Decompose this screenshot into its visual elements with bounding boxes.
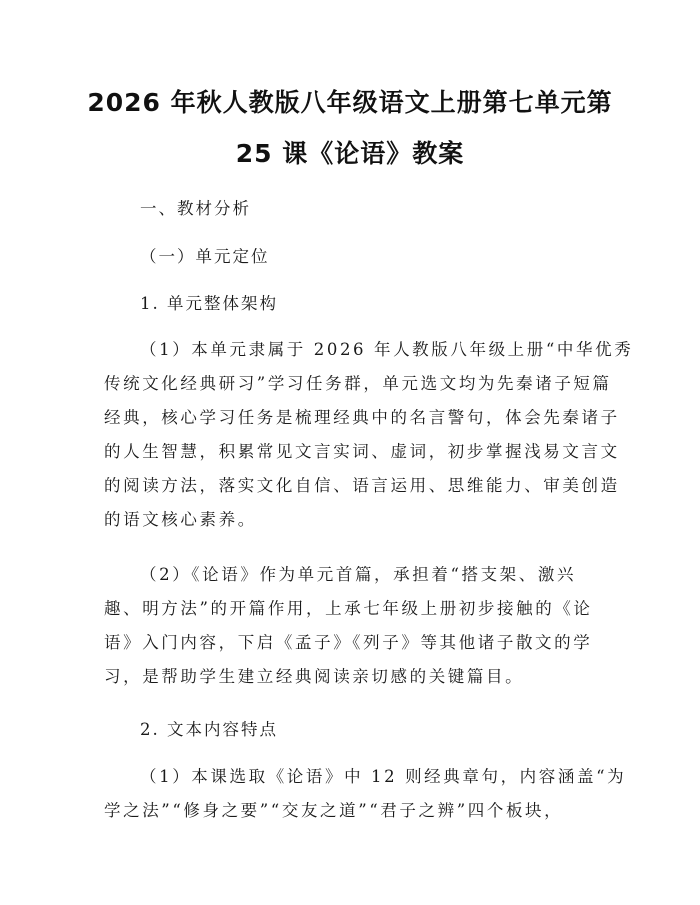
- section-heading-1: 一、教材分析: [140, 199, 251, 218]
- document-title-line-2: 25 课《论语》教案: [235, 139, 465, 168]
- paragraph-3-line-1: （1）本课选取《论语》中 12 则经典章句，内容涵盖“为: [140, 767, 627, 786]
- document-title-line-1: 2026 年秋人教版八年级语文上册第七单元第: [87, 88, 613, 117]
- paragraph-2-line-3: 语》入门内容，下启《孟子》《列子》等其他诸子散文的学: [104, 633, 593, 652]
- paragraph-1-line-3: 经典，核心学习任务是梳理经典中的名言警句，体会先秦诸子: [104, 408, 620, 427]
- section-heading-2: （一）单元定位: [140, 247, 270, 266]
- paragraph-2-line-2: 趣、明方法”的开篇作用，上承七年级上册初步接触的《论: [104, 599, 593, 618]
- paragraph-2-line-4: 习，是帮助学生建立经典阅读亲切感的关键篇目。: [104, 667, 525, 686]
- paragraph-1-line-4: 的人生智慧，积累常见文言实词、虚词，初步掌握浅易文言文: [104, 442, 620, 461]
- section-heading-4: 2. 文本内容特点: [140, 720, 278, 739]
- paragraph-1-line-6: 的语文核心素养。: [104, 510, 257, 529]
- paragraph-1-line-5: 的阅读方法，落实文化自信、语言运用、思维能力、审美创造: [104, 476, 620, 495]
- paragraph-3-line-2: 学之法”“修身之要”“交友之道”“君子之辨”四个板块，: [104, 801, 564, 820]
- paragraph-2-line-1: （2）《论语》作为单元首篇，承担着“搭支架、激兴: [140, 565, 577, 584]
- paragraph-1-line-1: （1）本单元隶属于 2026 年人教版八年级上册“中华优秀: [140, 340, 634, 359]
- section-heading-3: 1. 单元整体架构: [140, 294, 278, 313]
- paragraph-1-line-2: 传统文化经典研习”学习任务群，单元选文均为先秦诸子短篇: [104, 374, 612, 393]
